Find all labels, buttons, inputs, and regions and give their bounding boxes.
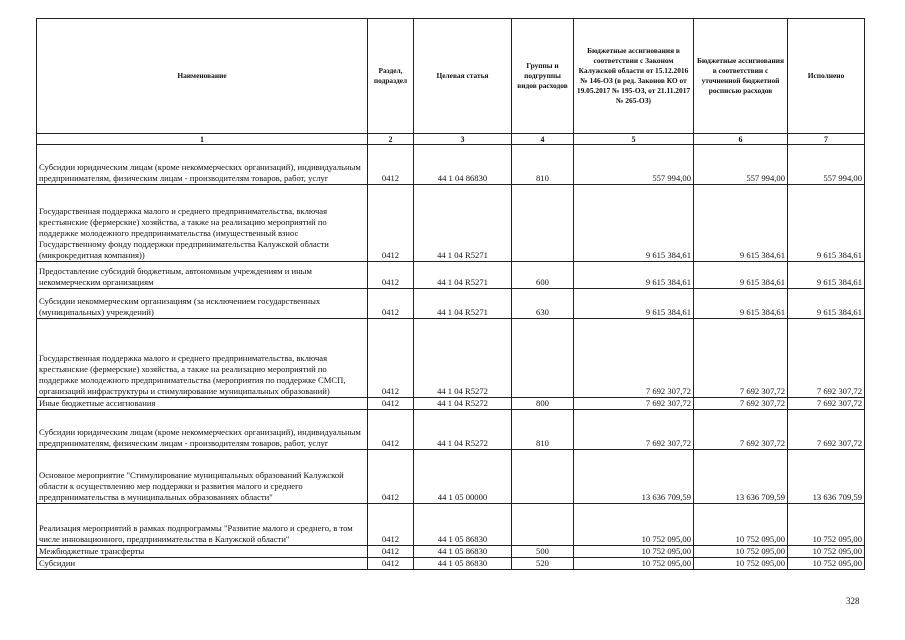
header-executed: Исполнено — [788, 19, 865, 134]
table-row — [37, 450, 865, 504]
row-law-amount: 9 615 384,61 — [574, 262, 694, 289]
row-target: 44 1 05 86830 — [414, 546, 512, 558]
row-law-amount: 10 752 095,00 — [574, 546, 694, 558]
row-name: Государственная поддержка малого и среднего предпринимательства, включая крестьянские (фермерские) хозяйства, а также на реализацию мероприятий по поддержке молодежного предпринимательства (имущественный взнос Государственному фонду поддержки предпринимательства Калужской области (микрокредитная компания)) — [37, 185, 368, 262]
row-section: 0412 — [368, 450, 414, 504]
row-refined-amount: 7 692 307,72 — [694, 319, 788, 398]
row-target: 44 1 05 86830 — [414, 504, 512, 546]
row-name: Государственная поддержка малого и среднего предпринимательства, включая крестьянские (фермерские) хозяйства, а также на реализацию мероприятий по поддержке молодежного предпринимательства (мероприятия по поддержке СМСП, организаций инфраструктуры и стимулирование муниципальных образований) — [37, 319, 368, 398]
row-group: 810 — [512, 145, 574, 185]
row-law-amount: 557 994,00 — [574, 145, 694, 185]
header-target: Целевая статья — [414, 19, 512, 134]
row-refined-amount: 10 752 095,00 — [694, 546, 788, 558]
table-row — [37, 145, 865, 185]
row-target: 44 1 04 R5272 — [414, 398, 512, 410]
row-name: Иные бюджетные ассигнования — [37, 398, 368, 410]
table-row — [37, 289, 865, 319]
row-name: Межбюджетные трансферты — [37, 546, 368, 558]
row-refined-amount: 557 994,00 — [694, 145, 788, 185]
row-name: Субсидии юридическим лицам (кроме некоммерческих организаций), индивидуальным предпринимателям, физическим лицам - производителям товаров, работ, услуг — [37, 145, 368, 185]
header-groups: Группы и подгруппы видов расходов — [512, 19, 574, 134]
row-section: 0412 — [368, 145, 414, 185]
row-executed-amount: 9 615 384,61 — [788, 262, 865, 289]
row-target: 44 1 04 R5272 — [414, 410, 512, 450]
page-number: 328 — [846, 596, 860, 606]
row-group — [512, 319, 574, 398]
column-number: 4 — [512, 134, 574, 145]
column-number-row — [37, 134, 865, 145]
row-target: 44 1 04 R5271 — [414, 262, 512, 289]
row-section: 0412 — [368, 262, 414, 289]
row-refined-amount: 9 615 384,61 — [694, 262, 788, 289]
column-number: 7 — [788, 134, 865, 145]
row-executed-amount: 7 692 307,72 — [788, 398, 865, 410]
column-number: 6 — [694, 134, 788, 145]
row-group — [512, 185, 574, 262]
row-executed-amount: 9 615 384,61 — [788, 289, 865, 319]
row-target: 44 1 04 86830 — [414, 145, 512, 185]
table-row — [37, 262, 865, 289]
row-target: 44 1 05 00000 — [414, 450, 512, 504]
row-executed-amount: 10 752 095,00 — [788, 558, 865, 570]
table-row — [37, 319, 865, 398]
row-target: 44 1 04 R5272 — [414, 319, 512, 398]
row-section: 0412 — [368, 185, 414, 262]
row-name: Реализация мероприятий в рамках подпрограммы "Развитие малого и среднего, в том числе инновационного, предпринимательства в Калужской области" — [37, 504, 368, 546]
row-target: 44 1 04 R5271 — [414, 185, 512, 262]
row-law-amount: 13 636 709,59 — [574, 450, 694, 504]
row-law-amount: 7 692 307,72 — [574, 398, 694, 410]
row-group: 520 — [512, 558, 574, 570]
row-executed-amount: 10 752 095,00 — [788, 504, 865, 546]
column-number: 5 — [574, 134, 694, 145]
row-group — [512, 504, 574, 546]
column-number: 1 — [37, 134, 368, 145]
row-section: 0412 — [368, 558, 414, 570]
row-group: 810 — [512, 410, 574, 450]
row-law-amount: 9 615 384,61 — [574, 185, 694, 262]
row-law-amount: 7 692 307,72 — [574, 319, 694, 398]
header-refined: Бюджетные ассигнования в соответствии с уточненной бюджетной росписью расходов — [694, 19, 788, 134]
row-refined-amount: 7 692 307,72 — [694, 410, 788, 450]
row-section: 0412 — [368, 410, 414, 450]
row-section: 0412 — [368, 398, 414, 410]
row-name: Субсидии юридическим лицам (кроме некоммерческих организаций), индивидуальным предпринимателям, физическим лицам - производителям товаров, работ, услуг — [37, 410, 368, 450]
table-row — [37, 185, 865, 262]
row-name: Субсидии некоммерческим организациям (за исключением государственных (муниципальных) учреждений) — [37, 289, 368, 319]
row-group: 500 — [512, 546, 574, 558]
row-group: 800 — [512, 398, 574, 410]
row-group — [512, 450, 574, 504]
header-name: Наименование — [37, 19, 368, 134]
row-refined-amount: 10 752 095,00 — [694, 558, 788, 570]
row-refined-amount: 10 752 095,00 — [694, 504, 788, 546]
row-target: 44 1 05 86830 — [414, 558, 512, 570]
row-name: Предоставление субсидий бюджетным, автономным учреждениям и иным некоммерческим организациям — [37, 262, 368, 289]
row-executed-amount: 7 692 307,72 — [788, 410, 865, 450]
row-law-amount: 7 692 307,72 — [574, 410, 694, 450]
row-refined-amount: 9 615 384,61 — [694, 289, 788, 319]
row-group: 630 — [512, 289, 574, 319]
table-row — [37, 558, 865, 570]
row-refined-amount: 7 692 307,72 — [694, 398, 788, 410]
column-number: 3 — [414, 134, 512, 145]
table-row — [37, 546, 865, 558]
row-name: Основное мероприятие "Стимулирование муниципальных образований Калужской области к осуществлению мер поддержки и развития малого и среднего предпринимательства в муниципальных образованиях области" — [37, 450, 368, 504]
row-law-amount: 9 615 384,61 — [574, 289, 694, 319]
row-executed-amount: 13 636 709,59 — [788, 450, 865, 504]
row-executed-amount: 7 692 307,72 — [788, 319, 865, 398]
row-law-amount: 10 752 095,00 — [574, 558, 694, 570]
column-number: 2 — [368, 134, 414, 145]
row-group: 600 — [512, 262, 574, 289]
table-row — [37, 410, 865, 450]
row-executed-amount: 557 994,00 — [788, 145, 865, 185]
header-law: Бюджетные ассигнования в соответствии с Законом Калужской области от 15.12.2016 № 146-ОЗ (в ред. Законов КО от 19.05.2017 № 195-ОЗ, от 21.11.2017 № 265-ОЗ) — [574, 19, 694, 134]
row-executed-amount: 9 615 384,61 — [788, 185, 865, 262]
row-refined-amount: 13 636 709,59 — [694, 450, 788, 504]
table-row — [37, 398, 865, 410]
row-law-amount: 10 752 095,00 — [574, 504, 694, 546]
budget-table — [36, 18, 865, 570]
row-section: 0412 — [368, 504, 414, 546]
row-section: 0412 — [368, 319, 414, 398]
row-section: 0412 — [368, 546, 414, 558]
row-target: 44 1 04 R5271 — [414, 289, 512, 319]
header-section: Раздел, подраздел — [368, 19, 414, 134]
row-section: 0412 — [368, 289, 414, 319]
table-row — [37, 504, 865, 546]
row-name: Субсидии — [37, 558, 368, 570]
row-executed-amount: 10 752 095,00 — [788, 546, 865, 558]
row-refined-amount: 9 615 384,61 — [694, 185, 788, 262]
